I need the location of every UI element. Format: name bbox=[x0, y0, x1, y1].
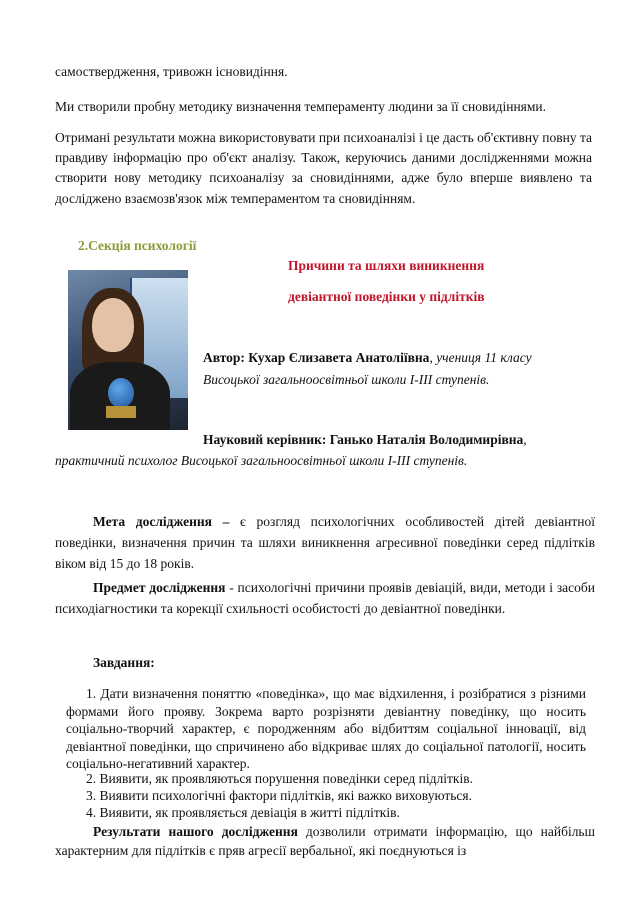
subject-label: Предмет дослідження bbox=[93, 580, 226, 595]
task-3: 3. Виявити психологічні фактори підлітків, які важко виховуються. bbox=[86, 788, 473, 803]
face bbox=[92, 298, 134, 352]
task-2: 2. Виявити, як проявляються порушення поведінки серед підлітків. bbox=[86, 771, 473, 786]
subject-text: - психологічні причини проявів девіацій, види, методи і засоби психодіагностики та корекції схильності особистості до девіантної поведінки. bbox=[55, 580, 595, 616]
topic-title-line2: девіантної поведінки у підлітків bbox=[288, 289, 485, 304]
goal-label: Мета дослідження – bbox=[93, 514, 230, 529]
goal-paragraph bbox=[55, 511, 595, 574]
author-line bbox=[203, 348, 598, 367]
goal-text: є розгляд психологічних особливостей дітей девіантної поведінки, визначення причин та шляхи виникнення агресивної поведінки серед підлітків віком від 15 до 18 років. bbox=[55, 514, 596, 571]
supervisor-line bbox=[203, 430, 527, 449]
task-4: 4. Виявити, як проявляється девіація в житті підлітків. bbox=[86, 805, 400, 820]
section-title: 2.Секція психології bbox=[78, 238, 197, 253]
supervisor-role: практичний психолог Висоцької загальноосвітньої школи I-III ступенів. bbox=[55, 453, 468, 468]
award-figure bbox=[108, 378, 134, 408]
task-1: 1. Дати визначення поняттю «поведінка», що має відхилення, і розібратися з різними формами його прояву. Зокрема варто розрізняти девіантну поведінку, що носить соціально-творчий характер, є породженням або відбиттям соціальної інновації, від девіантної поведінки, що спричинено або відкриває шлях до соціальної патології, носить соціально-негативний характер. bbox=[66, 686, 586, 772]
subject-paragraph bbox=[55, 577, 595, 619]
supervisor-label: Науковий керівник: Ганько Наталія Володимирівна bbox=[203, 432, 524, 447]
author-label: Автор: Кухар Єлизавета Анатоліївна bbox=[203, 350, 430, 365]
author-school: Висоцької загальноосвітньої школи I-III ступенів. bbox=[203, 372, 490, 387]
text-line: Ми створили пробну методику визначення темпераменту людини за її сновидіннями. bbox=[55, 99, 547, 114]
text-line: самоствердження, тривожн існовидіння. bbox=[55, 64, 288, 79]
author-role: , учениця 11 класу bbox=[429, 350, 532, 365]
topic-title-line1: Причини та шляхи виникнення bbox=[288, 258, 485, 273]
supervisor-tail: , bbox=[523, 432, 527, 447]
author-photo bbox=[68, 270, 188, 430]
paragraph: Отримані результати можна використовувати при психоаналізі і це дасть об'єктивну повну та правдиву інформацію про об'єкт аналізу. Також, керуючись даними дослідженнями можна створити нову методику психоаналізу за сновидіннями, адже було вперше виявлено та досліджено взаємозв'язок між темпераментом та сновидінням. bbox=[55, 130, 592, 206]
results-paragraph bbox=[55, 822, 595, 860]
results-text: дозволили отримати інформацію, що найбільш характерним для підлітків є пряв агресії вербальної, які поєднуються із bbox=[55, 824, 595, 858]
award-base bbox=[106, 406, 136, 418]
tasks-label: Завдання: bbox=[93, 655, 155, 670]
results-label: Результати нашого дослідження bbox=[93, 824, 298, 839]
